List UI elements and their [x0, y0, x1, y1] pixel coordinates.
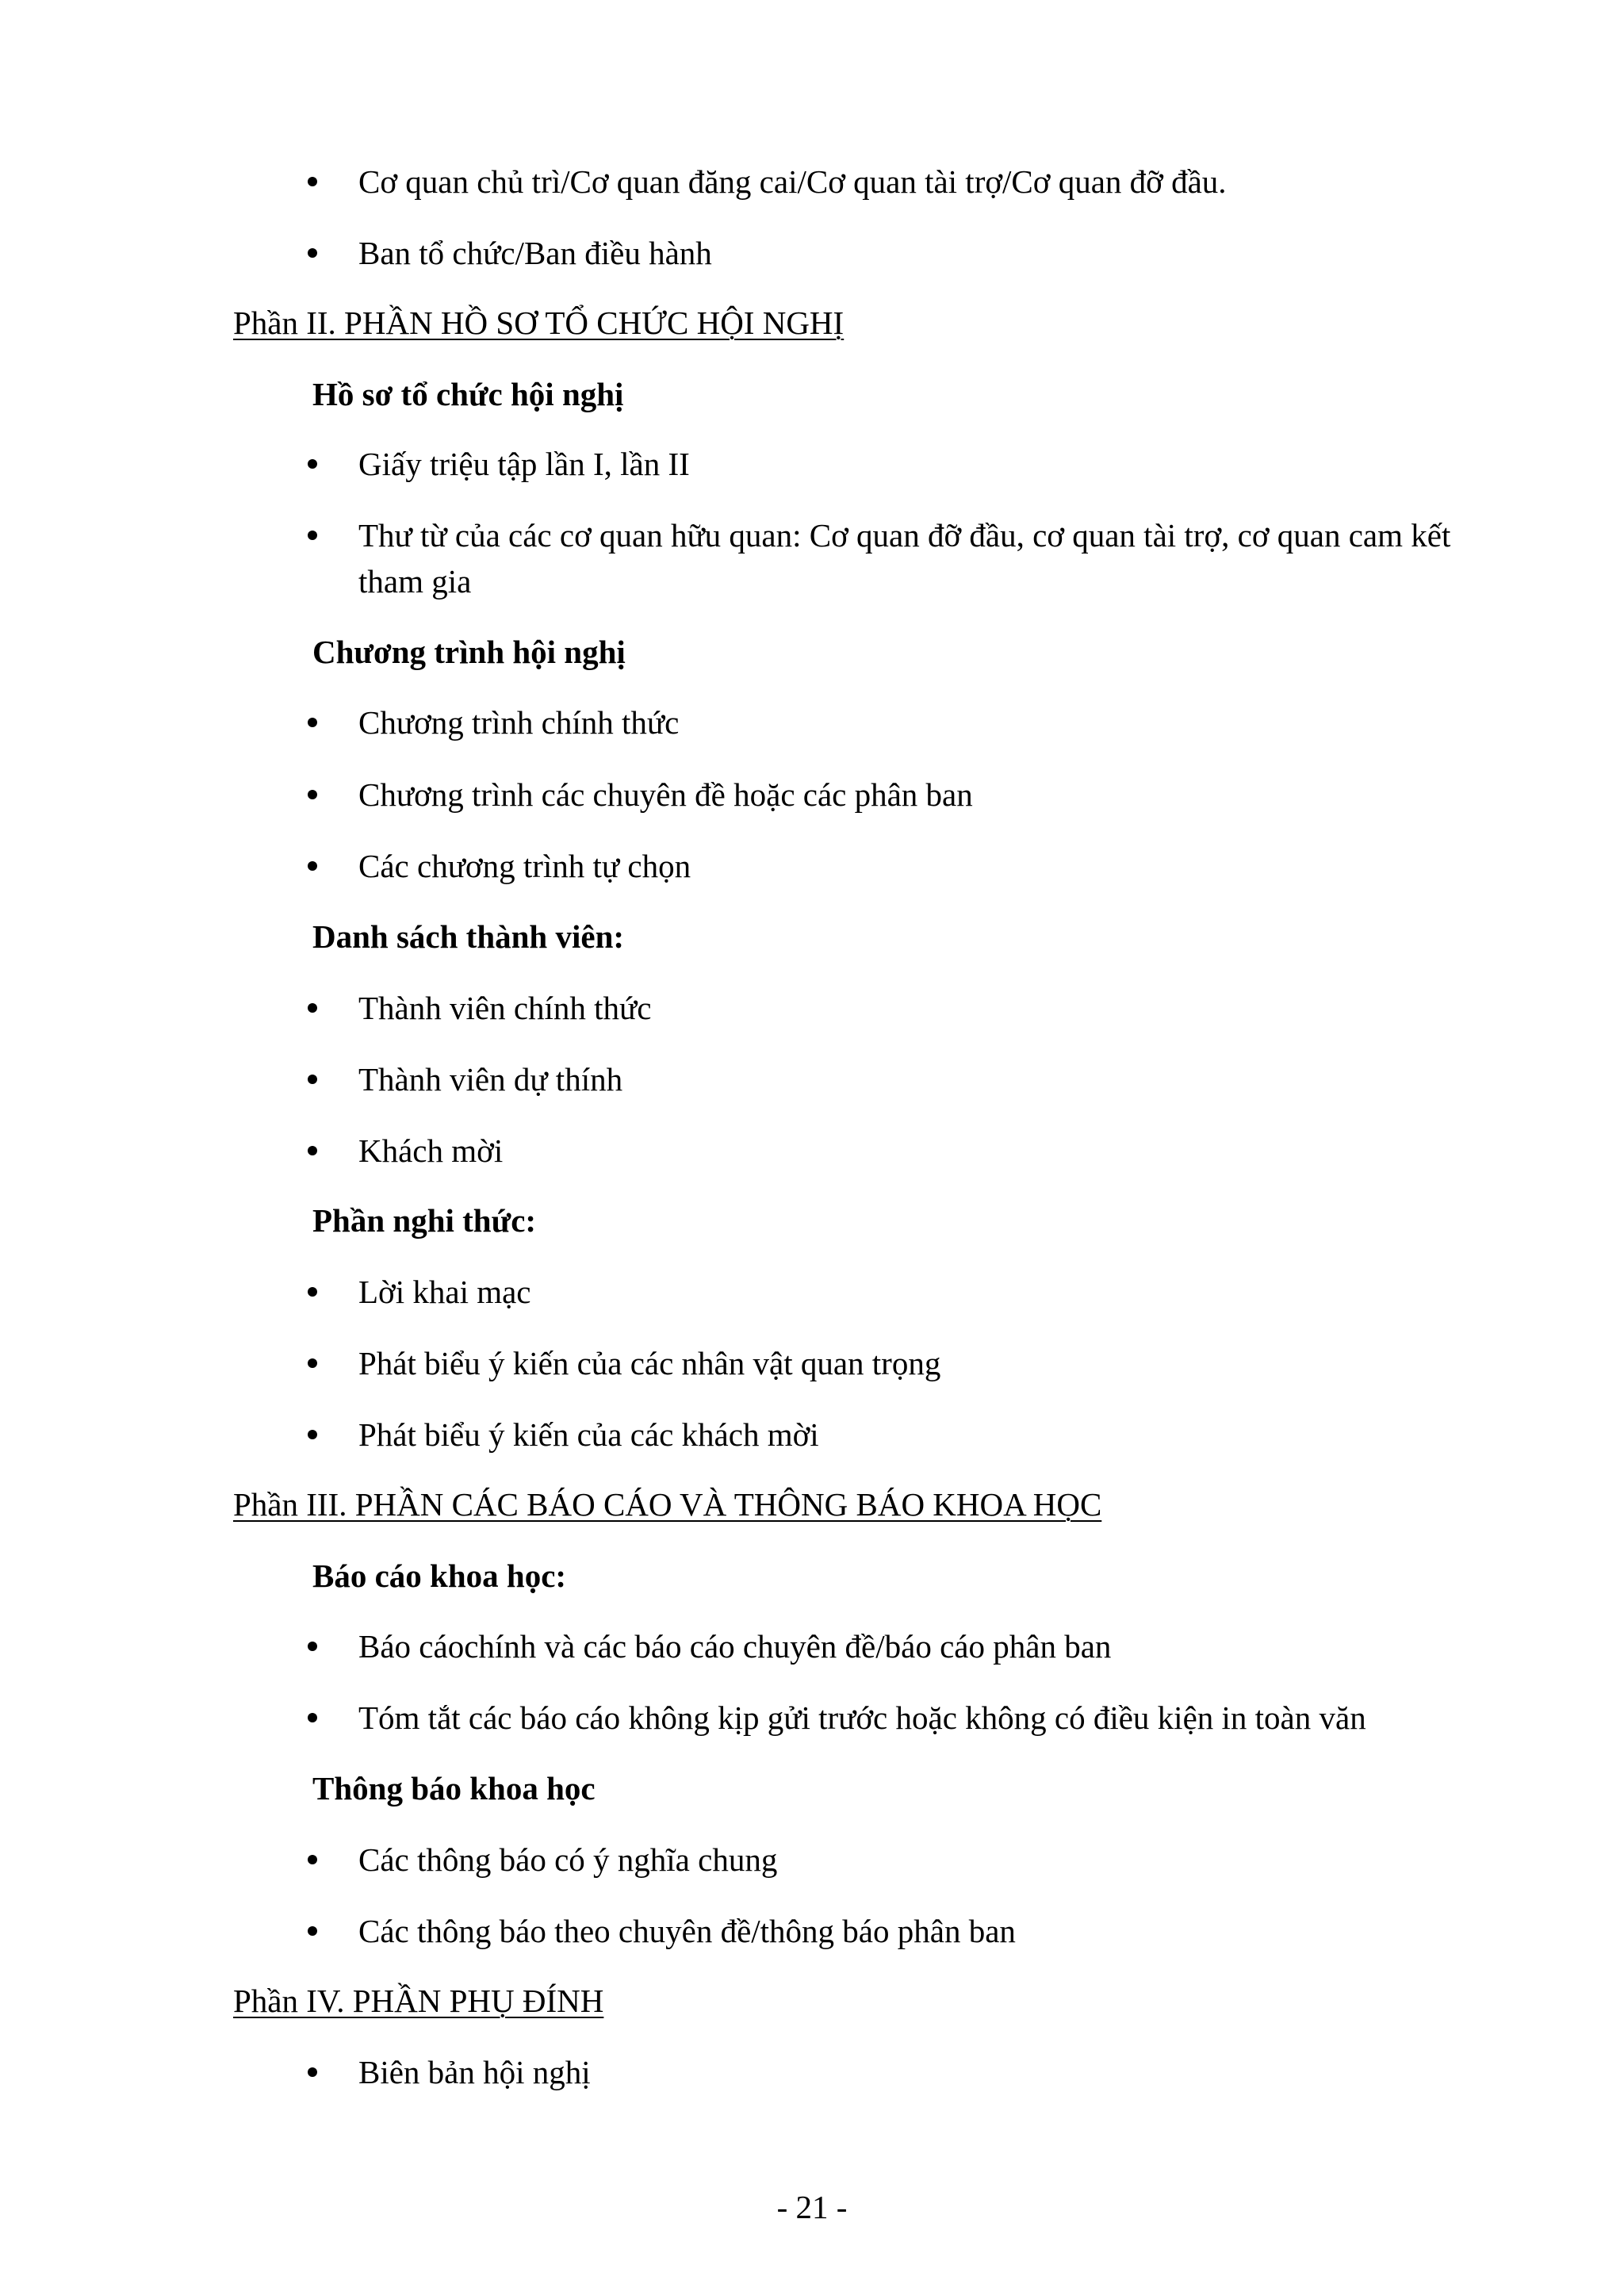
- list-item-text: Thành viên chính thức: [358, 990, 652, 1026]
- subheading-thanh-vien: Danh sách thành viên:: [312, 918, 625, 955]
- list-item-text: Lời khai mạc: [358, 1274, 531, 1310]
- list-item-text: Chương trình các chuyên đề hoặc các phân ban: [358, 776, 973, 813]
- list-item-text: Các thông báo có ý nghĩa chung: [358, 1841, 778, 1878]
- page-number: - 21 -: [776, 2189, 848, 2225]
- list-item-text: Giấy triệu tập lần I, lần II: [358, 446, 690, 482]
- bullet-icon: [308, 718, 317, 727]
- list-item-text: Các chương trình tự chọn: [358, 848, 691, 884]
- bullet-icon: [308, 2067, 317, 2077]
- bullet-icon: [308, 790, 317, 799]
- bullet-icon: [308, 1146, 317, 1155]
- bullet-icon: [308, 1642, 317, 1651]
- list-item-text: Chương trình chính thức: [358, 704, 680, 741]
- section-heading-part-4: Phần IV. PHẦN PHỤ ĐÍNH: [233, 1983, 604, 2019]
- bullet-icon: [308, 177, 317, 186]
- bullet-icon: [308, 248, 317, 258]
- bullet-icon: [308, 531, 317, 540]
- bullet-icon: [308, 1287, 317, 1297]
- subheading-nghi-thuc: Phần nghi thức:: [312, 1202, 537, 1239]
- list-item-text: Phát biểu ý kiến của các nhân vật quan trọng: [358, 1345, 941, 1381]
- bullet-icon: [308, 1003, 317, 1013]
- bullet-icon: [308, 1713, 317, 1722]
- subheading-ho-so: Hồ sơ tổ chức hội nghị: [312, 376, 624, 412]
- section-heading-part-2: Phần II. PHẦN HỒ SƠ TỔ CHỨC HỘI NGHỊ: [233, 305, 845, 341]
- bullet-icon: [308, 1358, 317, 1368]
- subheading-thong-bao: Thông báo khoa học: [312, 1770, 596, 1806]
- bullet-icon: [308, 1075, 317, 1084]
- list-item-text: Báo cáochính và các báo cáo chuyên đề/báo cáo phân ban: [358, 1628, 1112, 1665]
- subheading-bao-cao: Báo cáo khoa học:: [312, 1557, 567, 1594]
- bullet-icon: [308, 1926, 317, 1936]
- list-item-text: Tóm tắt các báo cáo không kịp gửi trước hoặc không có điều kiện in toàn văn: [358, 1699, 1366, 1736]
- bullet-icon: [308, 1430, 317, 1439]
- section-heading-part-3: Phần III. PHẦN CÁC BÁO CÁO VÀ THÔNG BÁO KHOA HỌC: [233, 1486, 1102, 1523]
- bullet-icon: [308, 459, 317, 469]
- subheading-chuong-trinh: Chương trình hội nghị: [312, 634, 626, 670]
- list-item-text: Phát biểu ý kiến của các khách mời: [358, 1416, 819, 1453]
- list-item-text: Ban tổ chức/Ban điều hành: [358, 235, 712, 271]
- list-item-text: Khách mời: [358, 1132, 504, 1169]
- list-item-text: Cơ quan chủ trì/Cơ quan đăng cai/Cơ quan tài trợ/Cơ quan đỡ đầu.: [358, 163, 1227, 200]
- list-item-text: Thư từ của các cơ quan hữu quan: Cơ quan đỡ đầu, cơ quan tài trợ, cơ quan cam kết tham gia: [358, 517, 1451, 600]
- list-item-text: Các thông báo theo chuyên đề/thông báo phân ban: [358, 1913, 1016, 1949]
- list-item-text: Biên bản hội nghị: [358, 2054, 591, 2090]
- list-item-text: Thành viên dự thính: [358, 1061, 623, 1098]
- bullet-icon: [308, 861, 317, 871]
- bullet-icon: [308, 1855, 317, 1864]
